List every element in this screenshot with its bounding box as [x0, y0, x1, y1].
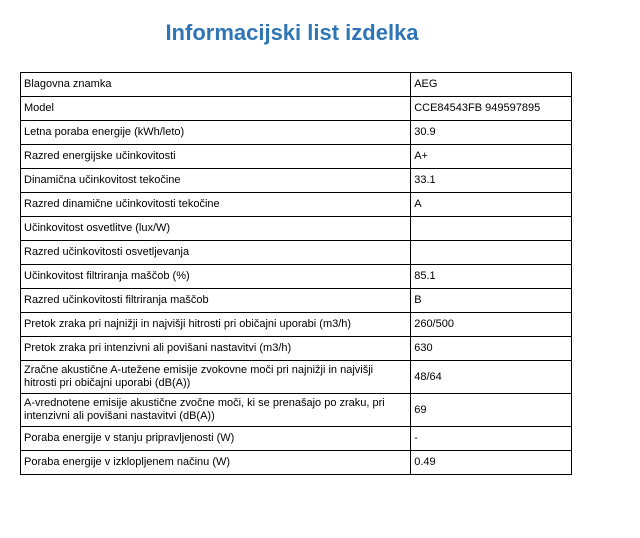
row-value: 630: [411, 337, 572, 361]
row-label: Blagovna znamka: [21, 73, 411, 97]
row-label: Učinkovitost filtriranja maščob (%): [21, 265, 411, 289]
table-row: [21, 361, 572, 394]
table-row: [21, 169, 572, 193]
row-label: Letna poraba energije (kWh/leto): [21, 121, 411, 145]
row-value: A+: [411, 145, 572, 169]
row-value: AEG: [411, 73, 572, 97]
row-value: [411, 217, 572, 241]
row-value: -: [411, 427, 572, 451]
page-title: Informacijski list izdelka: [165, 20, 419, 45]
table-row: [21, 73, 572, 97]
row-label: Model: [21, 97, 411, 121]
table-row: [21, 145, 572, 169]
row-label: Dinamična učinkovitost tekočine: [21, 169, 411, 193]
row-label: Poraba energije v izklopljenem načinu (W): [21, 451, 411, 475]
table-row: [21, 265, 572, 289]
row-label: Pretok zraka pri intenzivni ali povišani nastavitvi (m3/h): [21, 337, 411, 361]
table-row: [21, 451, 572, 475]
row-value: 85.1: [411, 265, 572, 289]
row-value: A: [411, 193, 572, 217]
table-row: [21, 427, 572, 451]
table-row: [21, 241, 572, 265]
row-value: 69: [411, 394, 572, 427]
row-label: Razred učinkovitosti osvetljevanja: [21, 241, 411, 265]
row-label: Pretok zraka pri najnižji in najvišji hitrosti pri običajni uporabi (m3/h): [21, 313, 411, 337]
row-value: [411, 241, 572, 265]
row-label: Razred dinamične učinkovitosti tekočine: [21, 193, 411, 217]
table-row: [21, 193, 572, 217]
row-label: Učinkovitost osvetlitve (lux/W): [21, 217, 411, 241]
row-value: 260/500: [411, 313, 572, 337]
table-row: [21, 97, 572, 121]
product-info-table: [20, 72, 572, 475]
row-label: A-vrednotene emisije akustične zvočne moči, ki se prenašajo po zraku, pri intenzivni ali povišani nastavitvi (dB(A)): [21, 394, 411, 427]
row-value: CCE84543FB 949597895: [411, 97, 572, 121]
row-value: B: [411, 289, 572, 313]
row-value: 48/64: [411, 361, 572, 394]
row-value: 0.49: [411, 451, 572, 475]
table-row: [21, 121, 572, 145]
row-label: Zračne akustične A-utežene emisije zvokovne moči pri najnižji in najvišji hitrosti pri običajni uporabi (dB(A)): [21, 361, 411, 394]
row-label: Razred energijske učinkovitosti: [21, 145, 411, 169]
row-value: 30.9: [411, 121, 572, 145]
table-row: [21, 394, 572, 427]
table-row: [21, 313, 572, 337]
row-label: Poraba energije v stanju pripravljenosti (W): [21, 427, 411, 451]
table-row: [21, 217, 572, 241]
table-row: [21, 289, 572, 313]
row-label: Razred učinkovitosti filtriranja maščob: [21, 289, 411, 313]
row-value: 33.1: [411, 169, 572, 193]
table-row: [21, 337, 572, 361]
